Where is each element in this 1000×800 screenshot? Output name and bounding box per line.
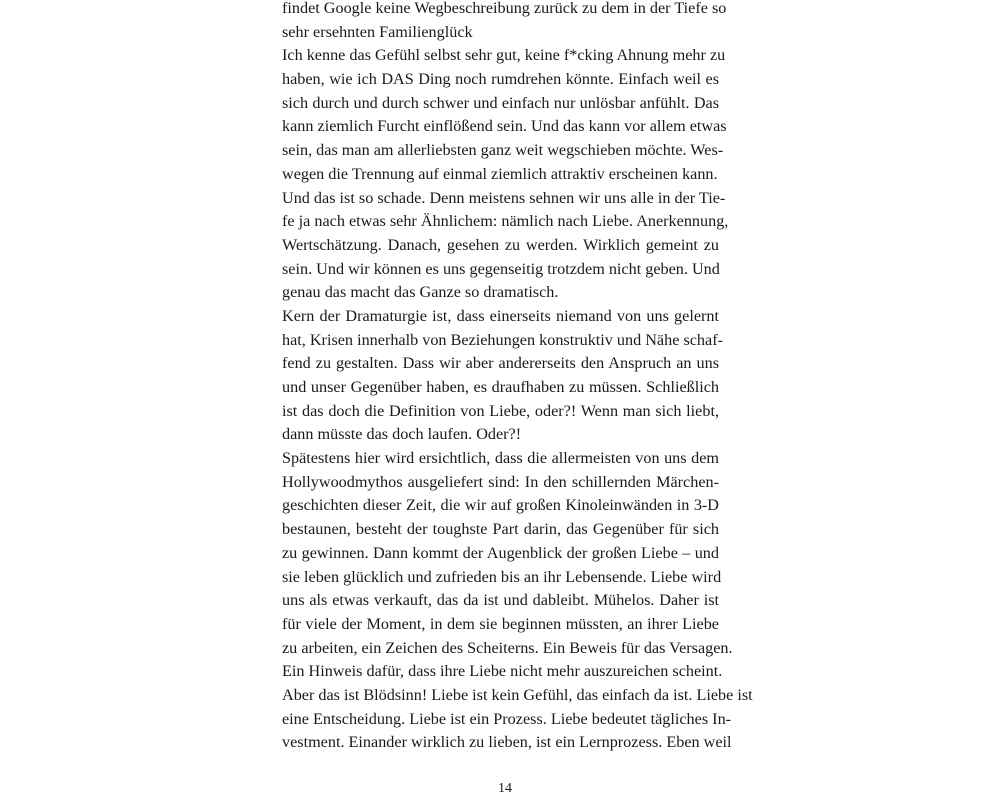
paragraph: [282, 447, 753, 755]
text-line: dann müsste das doch laufen. Oder?!: [282, 425, 522, 444]
page-number: 14: [498, 781, 512, 796]
text-line: genau das macht das Ganze so dramatisch.: [282, 283, 559, 302]
text-line: eine Entscheidung. Liebe ist ein Prozess. Liebe bedeutet tägliches In-: [282, 709, 732, 728]
text-line: Ich kenne das Gefühl selbst sehr gut, keine f*cking Ahnung mehr zu: [282, 46, 726, 65]
text-line: fe ja nach etwas sehr Ähnlichem: nämlich nach Liebe. Anerkennung,: [282, 212, 729, 231]
paragraph: [282, 0, 727, 44]
text-line: sehr ersehnten Familienglück: [282, 22, 473, 41]
text-line: hat, Krisen innerhalb von Beziehungen konstruktiv und Nähe schaf-: [282, 330, 723, 349]
paragraph: [282, 187, 729, 305]
text-line: Ein Hinweis dafür, dass ihre Liebe nicht mehr auszureichen scheint.: [282, 662, 723, 681]
text-line: Kern der Dramaturgie ist, dass einerseits niemand von uns gelernt: [282, 306, 719, 325]
text-line: sein. Und wir können es uns gegenseitig trotzdem nicht geben. Und: [282, 259, 720, 278]
text-line: fend zu gestalten. Dass wir aber andererseits den Anspruch an uns: [282, 354, 719, 373]
text-line: sein, das man am allerliebsten ganz weit wegschieben möchte. Wes-: [282, 141, 724, 160]
text-line: zu gewinnen. Dann kommt der Augenblick der großen Liebe – und: [282, 543, 719, 562]
text-line: sich durch und durch schwer und einfach nur unlösbar anfühlt. Das: [282, 93, 719, 112]
text-line: sie leben glücklich und zufrieden bis an ihr Lebensende. Liebe wird: [282, 567, 722, 586]
text-line: Hollywoodmythos ausgeliefert sind: In den schillernden Märchen-: [282, 472, 719, 491]
text-line: Wertschätzung. Danach, gesehen zu werden. Wirklich gemeint zu: [282, 235, 719, 254]
text-line: Spätestens hier wird ersichtlich, dass die allermeisten von uns dem: [282, 449, 719, 468]
text-line: bestaunen, besteht der toughste Part darin, das Gegenüber für sich: [282, 520, 719, 539]
text-line: ist das doch die Definition von Liebe, oder?! Wenn man sich liebt,: [282, 401, 719, 420]
paragraph: [282, 44, 727, 186]
text-line: findet Google keine Wegbeschreibung zurück zu dem in der Tiefe so: [282, 0, 727, 17]
text-line: kann ziemlich Furcht einflößend sein. Und das kann vor allem etwas: [282, 117, 727, 136]
text-line: Und das ist so schade. Denn meistens sehnen wir uns alle in der Tie-: [282, 188, 726, 207]
body-text: [282, 0, 753, 755]
text-line: wegen die Trennung auf einmal ziemlich attraktiv erscheinen kann.: [282, 164, 718, 183]
text-line: haben, wie ich DAS Ding noch rumdrehen könnte. Einfach weil es: [282, 70, 719, 89]
text-line: vestment. Einander wirklich zu lieben, ist ein Lernprozess. Eben weil: [282, 733, 732, 752]
text-line: für viele der Moment, in dem sie beginnen müssten, an ihrer Liebe: [282, 614, 719, 633]
text-line: Aber das ist Blödsinn! Liebe ist kein Gefühl, das einfach da ist. Liebe ist: [282, 685, 753, 704]
text-line: und unser Gegenüber haben, es draufhaben zu müssen. Schließlich: [282, 378, 719, 396]
text-line: geschichten dieser Zeit, die wir auf großen Kinoleinwänden in 3-D: [282, 496, 719, 515]
paragraph: [282, 305, 723, 447]
text-line: zu arbeiten, ein Zeichen des Scheiterns. Ein Beweis für das Versagen.: [282, 638, 733, 657]
text-line: uns als etwas verkauft, das da ist und dableibt. Mühelos. Daher ist: [282, 591, 719, 610]
